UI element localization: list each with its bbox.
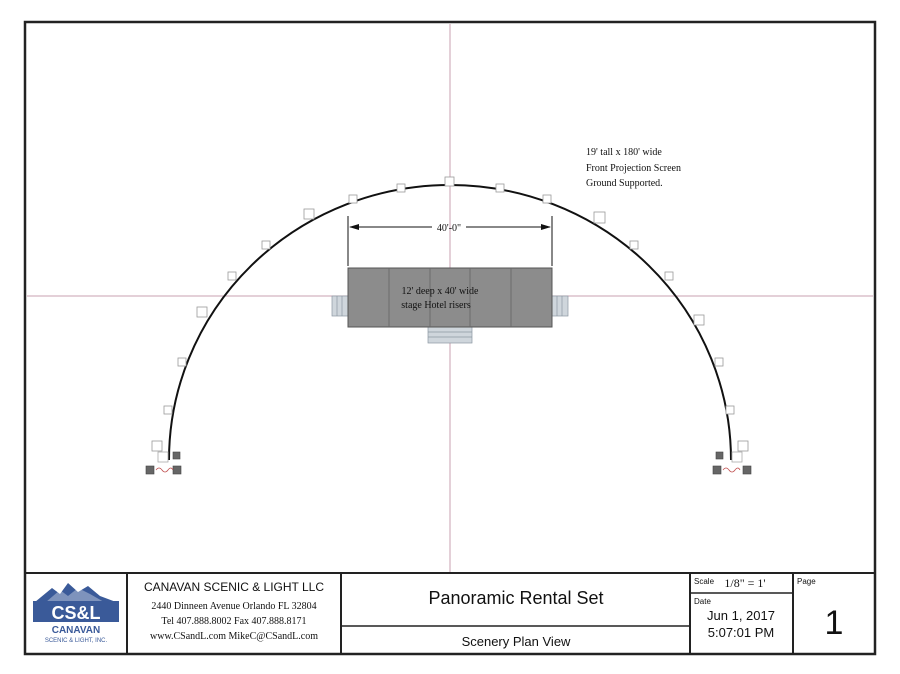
- support-marker: [738, 441, 748, 451]
- support-marker: [630, 241, 638, 249]
- support-marker: [304, 209, 314, 219]
- support-marker: [164, 406, 172, 414]
- page-number: 1: [824, 604, 844, 642]
- support-marker: [594, 212, 605, 223]
- support-marker: [178, 358, 186, 366]
- company-name: CANAVAN SCENIC & LIGHT LLC: [143, 580, 325, 594]
- support-marker: [349, 195, 357, 203]
- support-marker: [262, 241, 270, 249]
- support-marker: [665, 272, 673, 280]
- company-web: www.CSandL.com MikeC@CSandL.com: [150, 631, 318, 642]
- screen-note-line-1: 19' tall x 180' wide: [586, 147, 662, 158]
- view-name: Scenery Plan View: [461, 634, 571, 649]
- riser-note-line-1: 12' deep x 40' wide: [401, 286, 479, 297]
- left-riser-steps: [332, 296, 348, 316]
- screen-note-line-2: Front Projection Screen: [586, 163, 681, 174]
- support-marker: [152, 441, 162, 451]
- logo-subtitle: SCENIC & LIGHT, INC.: [44, 638, 108, 644]
- support-marker: [694, 315, 704, 325]
- stage-risers: [348, 268, 552, 327]
- support-marker: [445, 177, 454, 186]
- support-marker: [726, 406, 734, 414]
- date-value: Jun 1, 2017: [707, 608, 775, 623]
- logo-name: CANAVAN: [51, 625, 101, 636]
- logo-initials: CS&L: [51, 603, 101, 623]
- support-marker: [496, 184, 504, 192]
- screen-note-line-3: Ground Supported.: [586, 178, 663, 189]
- support-marker: [397, 184, 405, 192]
- dimension-label: 40'-0": [436, 223, 462, 234]
- project-title: Panoramic Rental Set: [428, 588, 604, 608]
- support-marker: [715, 358, 723, 366]
- date-label: Date: [694, 597, 711, 606]
- company-phone: Tel 407.888.8002 Fax 407.888.8171: [161, 616, 307, 627]
- support-marker: [543, 195, 551, 203]
- support-marker: [197, 307, 207, 317]
- page-label: Page: [797, 577, 816, 586]
- time-value: 5:07:01 PM: [707, 625, 775, 640]
- scale-label: Scale: [694, 577, 715, 586]
- support-marker: [228, 272, 236, 280]
- front-riser-steps: [428, 327, 472, 343]
- riser-note-line-2: stage Hotel risers: [401, 300, 471, 311]
- company-logo: [30, 578, 124, 650]
- scale-value: 1/8" = 1': [724, 576, 766, 590]
- right-riser-steps: [552, 296, 568, 316]
- company-address: 2440 Dinneen Avenue Orlando FL 32804: [151, 601, 317, 612]
